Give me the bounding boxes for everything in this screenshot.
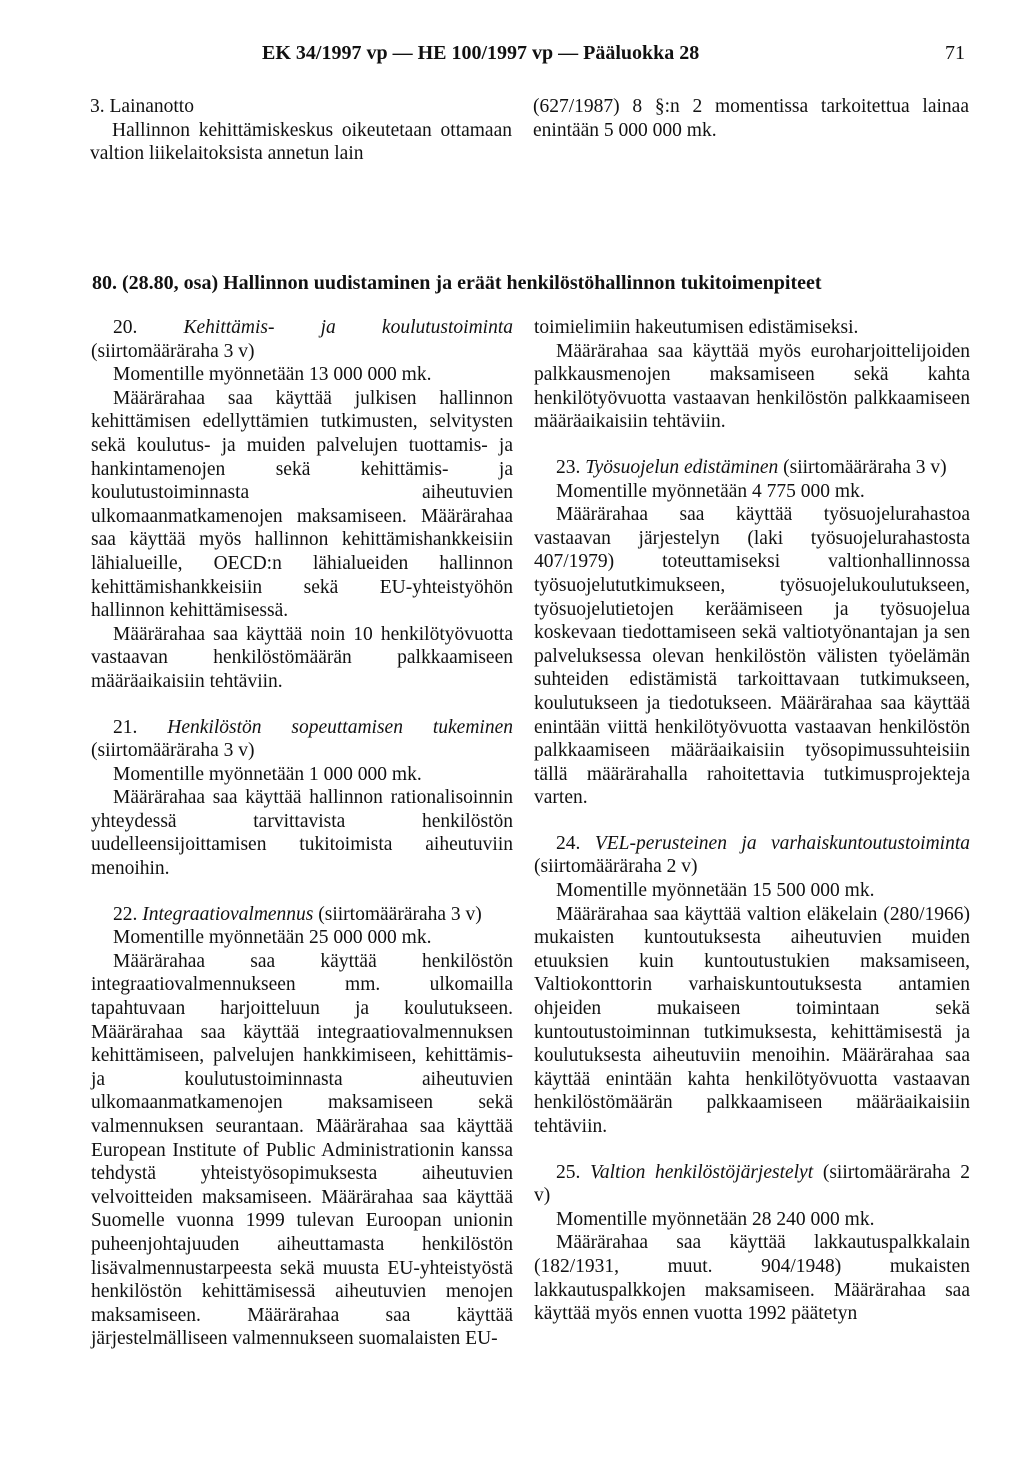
lainanotto-text-right: (627/1987) 8 §:n 2 momentissa tarkoitettua lainaa enintään 5 000 000 mk.	[533, 96, 969, 141]
item-22-amount: Momentille myönnetään 25 000 000 mk.	[113, 927, 432, 949]
lainanotto-right	[533, 95, 969, 142]
item-22-type: (siirtomääräraha 3 v)	[318, 903, 482, 925]
item-24-type: (siirtomääräraha 2 v)	[534, 856, 698, 878]
item-25-number: 25.	[556, 1161, 581, 1183]
left-column	[91, 316, 513, 1351]
item-21-title: Henkilöstön sopeuttamisen tukeminen	[167, 716, 513, 738]
lainanotto-text-left: Hallinnon kehittämiskeskus oikeutetaan ottamaan valtion liikelaitoksista annetun lain	[90, 119, 512, 165]
item-25-amount: Momentille myönnetään 28 240 000 mk.	[556, 1208, 875, 1230]
item-22-para1-cont: toimielimiin hakeutumisen edistämiseksi.	[534, 317, 859, 338]
item-23-para1: Määrärahaa saa käyttää työsuojelurahastoa vastaavan järjestelyn (laki työsuojelurahastosta 407/1979) toteuttamiseksi valtionhallinnossa työsuojelututkimukseen, työsuojelukoulutukseen, työsuojelutietojen keräämiseen ja työsuojelua koskevaan tiedottamiseen sekä valtiotyönantajan ja sen palveluksessa olevan henkilöstön välisten työelämän suhteiden edistämistä tarkoittavaan tutkimukseen, koulutukseen ja tiedotukseen. Määrärahaa saa käyttää enintään viittä henkilötyövuotta vastaavan henkilöstön palkkaamiseen määräaikaisiin työsopimussuhteisiin tällä määrärahalla rahoitettavia tutkimusprojekteja varten.	[534, 504, 970, 809]
item-heading-lainanotto: 3. Lainanotto	[90, 96, 194, 117]
item-21-amount: Momentille myönnetään 1 000 000 mk.	[113, 763, 422, 785]
item-20-amount: Momentille myönnetään 13 000 000 mk.	[113, 364, 432, 386]
item-22-title: Integraatiovalmennus	[142, 903, 314, 925]
item-23-type: (siirtomääräraha 3 v)	[783, 456, 947, 478]
right-column	[534, 316, 970, 1326]
lainanotto-left	[90, 95, 512, 166]
item-20-heading	[91, 316, 513, 363]
item-21-para1: Määrärahaa saa käyttää hallinnon rationalisoinnin yhteydessä tarvittavista henkilöstön uudelleensijoittamisen tukitoimista aiheutuviin menoihin.	[91, 787, 513, 880]
item-24-title: VEL-perusteinen ja varhaiskuntoutustoiminta	[594, 832, 971, 854]
item-20-para1: Määrärahaa saa käyttää julkisen hallinnon kehittämisen edellyttämien tutkimusten, selvitysten sekä koulutus- ja muiden palvelujen tuottamis- ja hankintamenojen sekä kehittämis- ja koulutustoiminnasta aiheutuvien ulkomaanmatkamenojen maksamiseen. Määrärahaa saa käyttää myös hallinnon kehittämishankkeisiin lähialueille, OECD:n lähialueiden hallinnon kehittämishankkeisiin sekä EU-yhteistyöhön hallinnon kehittämisessä.	[91, 387, 513, 622]
page-header	[0, 42, 1024, 72]
item-20-title: Kehittämis- ja koulutustoiminta	[183, 317, 513, 338]
item-25-title: Valtion henkilöstöjärjestelyt	[590, 1161, 814, 1183]
item-23-number: 23.	[556, 456, 581, 478]
item-24-number: 24.	[556, 832, 581, 854]
item-22-number: 22.	[113, 903, 138, 925]
item-24-amount: Momentille myönnetään 15 500 000 mk.	[556, 880, 875, 902]
item-22-para2: Määrärahaa saa käyttää myös euroharjoittelijoiden palkkausmenojen maksamiseen sekä kahta henkilötyövuotta vastaavan henkilöstön palkkaamiseen määräaikaisiin tehtäviin.	[534, 340, 970, 433]
page-number: 71	[945, 42, 965, 64]
item-21-type: (siirtomääräraha 3 v)	[91, 740, 255, 762]
item-23-amount: Momentille myönnetään 4 775 000 mk.	[556, 480, 865, 502]
item-25-para1: Määrärahaa saa käyttää lakkautuspalkkalain (182/1931, muut. 904/1948) mukaisten lakkautuspalkkojen maksamiseen. Määrärahaa saa käyttää myös ennen vuotta 1992 päätetyn	[534, 1232, 970, 1325]
item-25-type: (siirtomääräraha 2 v)	[534, 1161, 971, 1207]
item-22-para1: Määrärahaa saa käyttää henkilöstön integraatiovalmennukseen mm. ulkomailla tapahtuvaan harjoitteluun ja koulutukseen. Määrärahaa saa käyttää integraatiovalmennuksen kehittämiseen, palvelujen hankkimiseen, kehittämis- ja koulutustoiminnasta aiheutuvien ulkomaanmatkamenojen maksamiseen sekä valmennuksen seurantaan. Määrärahaa saa käyttää European Institute of Public Administrationin kanssa tehdystä yhteistyösopimuksesta aiheutuvien velvoitteiden maksamiseen. Määrärahaa saa käyttää Suomelle vuonna 1999 tulevan Euroopan unionin puheenjohtajuuden aiheuttamasta henkilöstön lisävalmennustarpeesta sekä muusta EU-yhteistyöstä henkilöstön kehittämisessä aiheutuvien menojen maksamiseen. Määrärahaa saa käyttää järjestelmälliseen valmennukseen suomalaisten EU-	[91, 950, 513, 1350]
item-23-title: Työsuojelun edistäminen	[585, 456, 779, 478]
section-heading: 80. (28.80, osa) Hallinnon uudistaminen ja eräät henkilöstöhallinnon tukitoimenpiteet	[92, 272, 822, 294]
item-21-number: 21.	[113, 716, 138, 738]
item-20-type: (siirtomääräraha 3 v)	[91, 340, 255, 362]
item-22-heading	[91, 903, 513, 927]
item-21-heading	[91, 716, 513, 763]
item-20-para2: Määrärahaa saa käyttää noin 10 henkilötyövuotta vastaavan henkilöstömäärän palkkaamiseen määräaikaisiin tehtäviin.	[91, 623, 513, 692]
item-23-heading	[534, 456, 970, 480]
header-title: EK 34/1997 vp — HE 100/1997 vp — Pääluokka 28	[262, 42, 700, 64]
item-20-number: 20.	[113, 317, 138, 338]
item-24-para1: Määrärahaa saa käyttää valtion eläkelain (280/1966) mukaisten kuntoutuksesta aiheutuvien muiden etuuksien kuin kuntoutustukien maksamiseen, Valtiokonttorin varhaiskuntoutuksesta antamien ohjeiden mukaiseen toimintaan sekä kuntoutustoiminnan tutkimuksesta, kehittämisestä ja koulutuksesta aiheutuviin menoihin. Määrärahaa saa käyttää enintään kahta henkilötyövuotta vastaavan henkilöstömäärän palkkaamiseen määräaikaisiin tehtäviin.	[534, 903, 970, 1137]
item-24-heading	[534, 832, 970, 879]
item-25-heading	[534, 1161, 970, 1208]
